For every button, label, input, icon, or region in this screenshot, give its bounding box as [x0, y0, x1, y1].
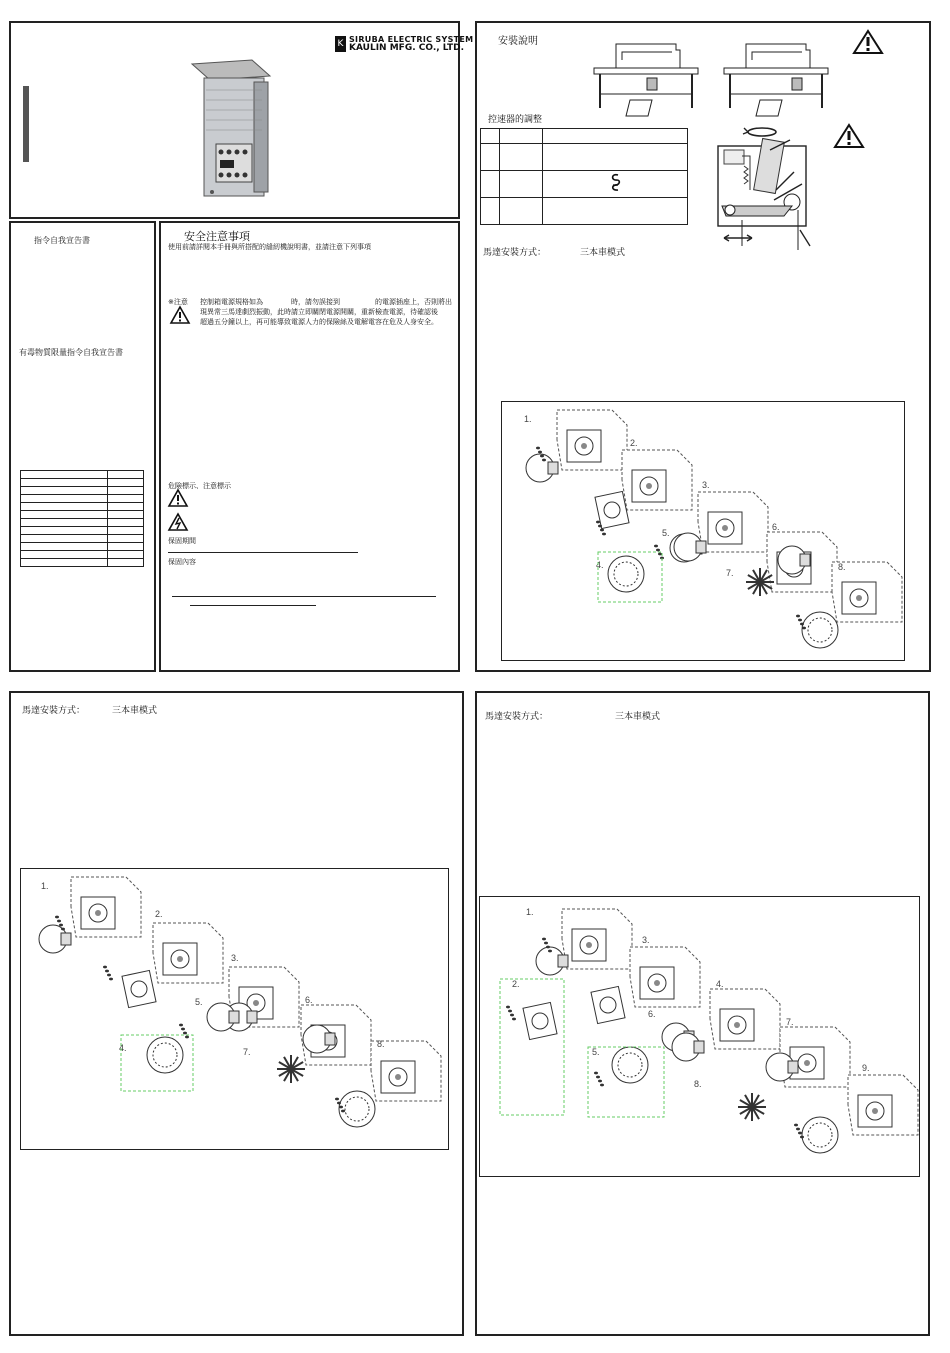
- step-number: 4.: [119, 1043, 127, 1053]
- motor-install-mode: 三本車模式: [580, 248, 626, 258]
- motor-install-label: 馬達安裝方式：: [22, 706, 86, 716]
- step-number: 3.: [642, 935, 650, 945]
- motor-exploded-diagram-a: [501, 401, 905, 661]
- table-row: [21, 559, 144, 567]
- control-box-image: [190, 60, 280, 200]
- logo-mark: K: [335, 36, 346, 52]
- step-number: 6.: [772, 522, 780, 532]
- step-number: 8.: [694, 1079, 702, 1089]
- caution-triangle-icon: [834, 124, 864, 148]
- table-row: [21, 503, 144, 511]
- step-number: 8.: [377, 1039, 385, 1049]
- install-title: 安裝說明: [498, 36, 538, 47]
- safety-note-line-2: 現異常三馬達劇烈振動，此時請立即關閉電源開關，重新檢查電源，待確認後: [200, 308, 438, 316]
- table-row: [21, 511, 144, 519]
- table-row: [21, 551, 144, 559]
- step-number: 2.: [630, 438, 638, 448]
- step-number: 1.: [524, 414, 532, 424]
- step-number: 3.: [231, 953, 239, 963]
- step-number: 7.: [726, 568, 734, 578]
- divider-line: [168, 552, 358, 553]
- safety-title: 安全注意事項: [184, 230, 250, 243]
- step-number: 2.: [155, 909, 163, 919]
- table-row: [21, 527, 144, 535]
- step-number: 3.: [702, 480, 710, 490]
- warning-triangle-icon: [170, 306, 190, 324]
- warranty-content-label: 保固內容: [168, 558, 196, 566]
- step-number: 6.: [648, 1009, 656, 1019]
- warranty-period-label: 保固期間: [168, 537, 196, 545]
- step-number: 5.: [662, 528, 670, 538]
- speed-controller-title: 控速器的調整: [488, 115, 543, 125]
- step-number: 7.: [786, 1017, 794, 1027]
- step-number: 1.: [526, 907, 534, 917]
- safety-note-line-1: 控制箱電源規格如為 時，請勿誤接到 的電源插座上，否則將出: [200, 298, 452, 306]
- step-number: 9.: [862, 1063, 870, 1073]
- logo-line-2: KAULIN MFG. CO., LTD.: [349, 43, 465, 53]
- danger-triangle-icon: [168, 489, 188, 507]
- motor-install-label: 馬達安裝方式：: [483, 248, 547, 258]
- declaration-panel: [9, 221, 156, 672]
- caution-triangle-icon: [853, 30, 883, 54]
- electric-shock-icon: [168, 513, 188, 531]
- table-row: [21, 479, 144, 487]
- table-row: [21, 495, 144, 503]
- step-number: 7.: [243, 1047, 251, 1057]
- rohs-heading: 有毒物質限量指令自我宣告書: [19, 348, 123, 357]
- divider-line: [190, 605, 316, 606]
- motor-install-mode: 三本車模式: [112, 706, 158, 716]
- step-number: 5.: [195, 997, 203, 1007]
- danger-label: 危險標示、注意標示: [168, 482, 231, 490]
- sewing-table-diagram-1: [592, 38, 702, 120]
- safety-note-label: ※注意: [168, 298, 188, 306]
- step-number: 6.: [305, 995, 313, 1005]
- step-number: 8.: [838, 562, 846, 572]
- rotate-adjust-icon: [608, 172, 622, 192]
- speed-controller-mechanism-image: [712, 120, 812, 250]
- cover-side-bar: [23, 86, 29, 162]
- step-number: 5.: [592, 1047, 600, 1057]
- motor-install-label: 馬達安裝方式：: [485, 712, 549, 722]
- step-number: 2.: [512, 979, 520, 989]
- motor-install-mode: 三本車模式: [615, 712, 661, 722]
- logo-line-1: SIRUBA ELECTRIC SYSTEM: [349, 35, 474, 44]
- substance-table: [20, 470, 144, 567]
- step-number: 4.: [596, 560, 604, 570]
- safety-intro: 使用前請詳閱本手冊與所搭配的縫紉機說明書，並請注意下列事項: [168, 243, 371, 251]
- table-row: [21, 543, 144, 551]
- speed-adjust-table: [480, 128, 688, 225]
- table-row: [21, 535, 144, 543]
- table-row: [21, 519, 144, 527]
- sewing-table-diagram-2: [722, 38, 832, 120]
- motor-exploded-diagram-b: [20, 868, 449, 1150]
- motor-exploded-diagram-c: [479, 896, 920, 1177]
- table-row: [21, 487, 144, 495]
- declaration-heading: 指令自我宣告書: [34, 236, 90, 245]
- safety-note-line-3: 超過五分鐘以上，再可能導致電源人力的保險絲及電解電容在危及人身安全。: [200, 318, 438, 326]
- table-row: [21, 471, 144, 479]
- step-number: 1.: [41, 881, 49, 891]
- step-number: 4.: [716, 979, 724, 989]
- divider-line: [172, 596, 436, 597]
